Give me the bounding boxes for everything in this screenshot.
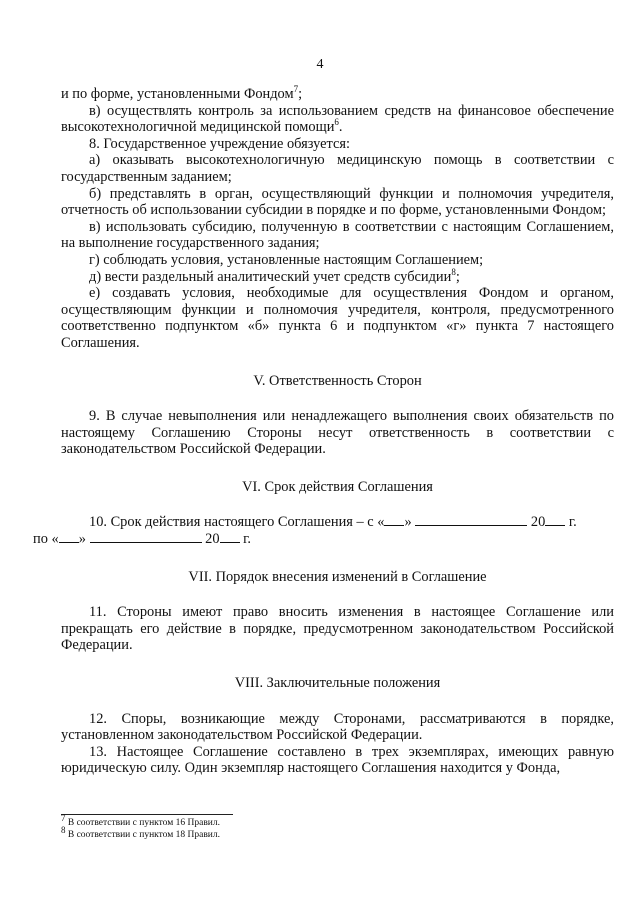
paragraph-8d: д) вести раздельный аналитический учет средств субсидии$^8$;: [89, 266, 460, 285]
section-heading-vi: VI. Срок действия Соглашения: [242, 478, 433, 495]
date-year-blank: [220, 531, 240, 543]
paragraph-8g: г) соблюдать условия, установленные настоящим Соглашением;: [89, 251, 484, 268]
paragraph-8a: а) оказывать высокотехнологичную медицинскую помощь в соответствии с государственным заданием;: [61, 152, 614, 185]
section-heading-viii: VIII. Заключительные положения: [234, 675, 441, 692]
paragraph-9: 9. В случае невыполнения или ненадлежащего выполнения своих обязательств по настоящему Соглашению Стороны несут ответственность в соответствии с законодательством Российской Федерации.: [61, 408, 614, 458]
paragraph-10: 10. Срок действия настоящего Соглашения – с « » 20 г. по « » 20 г.: [33, 514, 577, 548]
paragraph-8b: б) представлять в орган, осуществляющий функции и полномочия учредителя, отчетность об использовании субсидии в порядке и по форме, установленными Фондом;: [61, 185, 614, 219]
page-number: 4: [316, 57, 324, 72]
section-heading-v: V. Ответственность Сторон: [253, 372, 422, 389]
date-month-blank: [90, 531, 202, 543]
footnote-7: $^7$ В соответствии с пунктом 16 Правил.: [61, 812, 221, 828]
document-body: [33, 84, 614, 777]
footnote-ref-7: 7: [293, 84, 299, 95]
footnote-ref-8: 8: [451, 266, 456, 277]
date-year-blank: [545, 514, 565, 526]
date-day-blank: [59, 531, 79, 543]
paragraph-8e: е) создавать условия, необходимые для осуществления Фондом и органом, осуществляющим функции и полномочия учредителя, контроля, предусмотренного соответственно подпунктом «б» пункта 6 и подпунктом «г» пункта 7 настоящего Соглашения.: [61, 285, 614, 351]
section-heading-vii: VII. Порядок внесения изменений в Соглашение: [188, 568, 487, 585]
paragraph-8v: в) использовать субсидию, полученную в соответствии с настоящим Соглашением, на выполнение государственного задания;: [61, 218, 614, 252]
paragraph-continuation: и по форме, установленными Фондом$^7$;: [61, 84, 303, 102]
paragraph-8: 8. Государственное учреждение обязуется:: [89, 135, 350, 152]
date-day-blank: [384, 514, 404, 526]
paragraph-13: 13. Настоящее Соглашение составлено в трех экземплярах, имеющих равную юридическую силу. Один экземпляр настоящего Соглашения находится у Фонда,: [61, 743, 614, 777]
paragraph-11: 11. Стороны имеют право вносить изменения в настоящее Соглашение или прекращать его действие в порядке, предусмотренном законодательством Российской Федерации.: [61, 604, 614, 654]
footnote-ref-6: 6: [334, 117, 339, 128]
paragraph-7v: в) осуществлять контроль за использованием средств на финансовое обеспечение высокотехнологичной медицинской помощи$^6$.: [61, 102, 614, 136]
footnote-divider: [61, 814, 233, 815]
footnote-8: $^8$ В соответствии с пунктом 18 Правил.: [61, 824, 221, 840]
date-month-blank: [415, 514, 527, 526]
footnotes: [61, 812, 461, 841]
paragraph-12: 12. Споры, возникающие между Сторонами, рассматриваются в порядке, установленном законодательством Российской Федерации.: [61, 710, 614, 744]
